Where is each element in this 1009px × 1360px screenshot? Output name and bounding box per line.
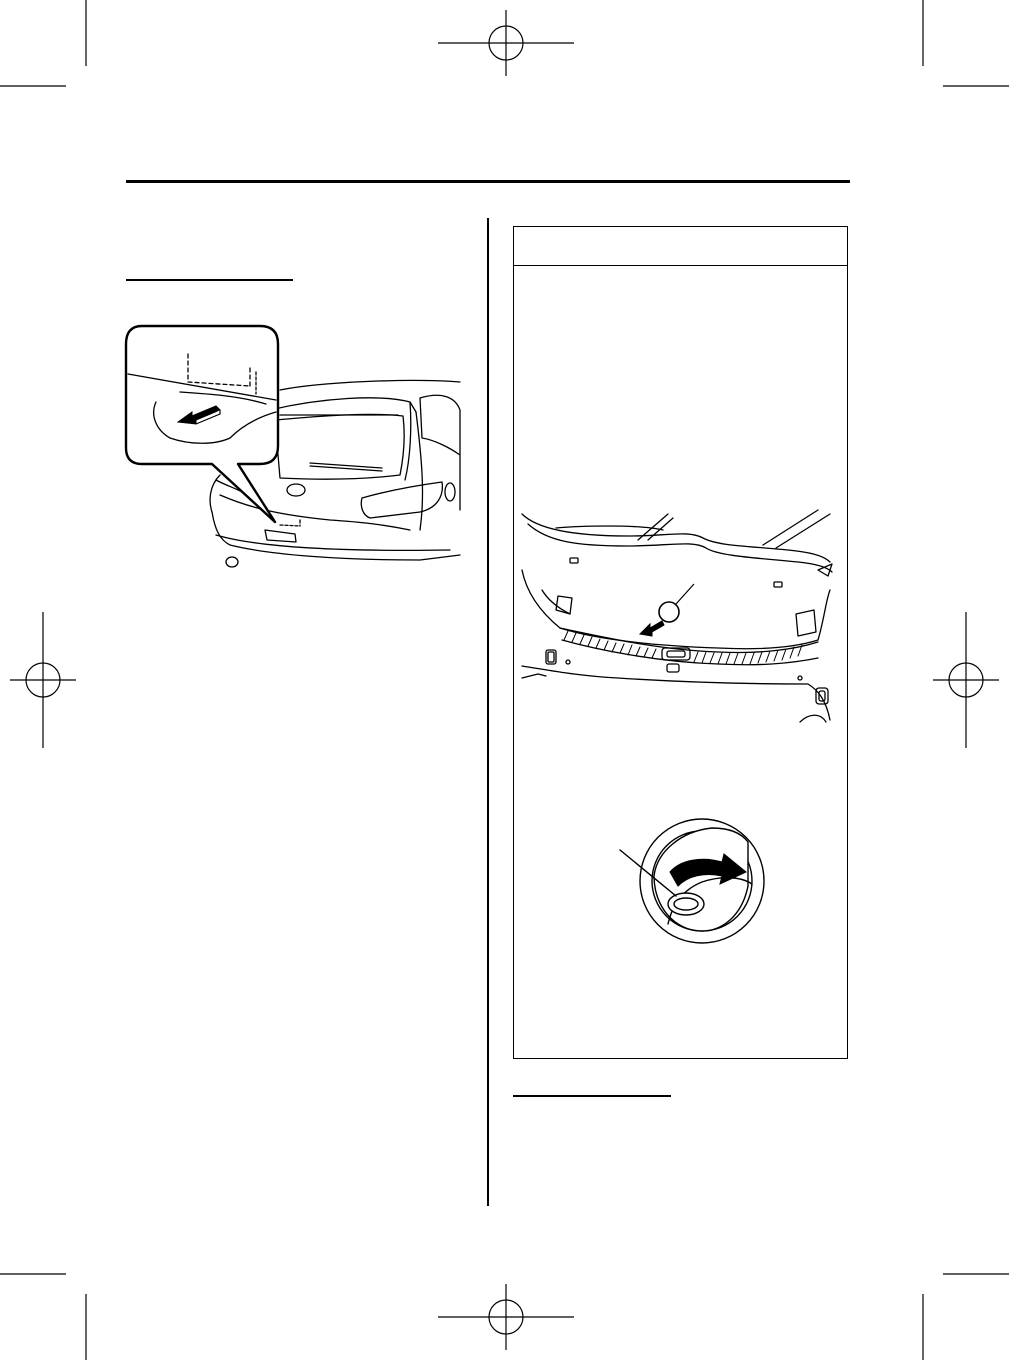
header-rule: [126, 180, 850, 183]
arrow-left-down-icon: [640, 621, 664, 636]
section-heading-underline-left: [126, 279, 293, 281]
crosshair-circle-icon: [10, 612, 76, 748]
lever-closeup-figure: [612, 806, 782, 956]
crosshair-circle-icon: [438, 1284, 574, 1350]
crosshair-circle-icon: [933, 612, 999, 748]
column-divider: [487, 218, 489, 1206]
crosshair-circle-icon: [438, 10, 574, 76]
liftgate-trim-figure: [518, 500, 838, 735]
cover-circle-icon: [659, 602, 679, 622]
section-heading-underline-right: [513, 1095, 671, 1097]
boxed-panel-header: [514, 227, 847, 266]
hatchback-rear-figure: [120, 320, 470, 580]
